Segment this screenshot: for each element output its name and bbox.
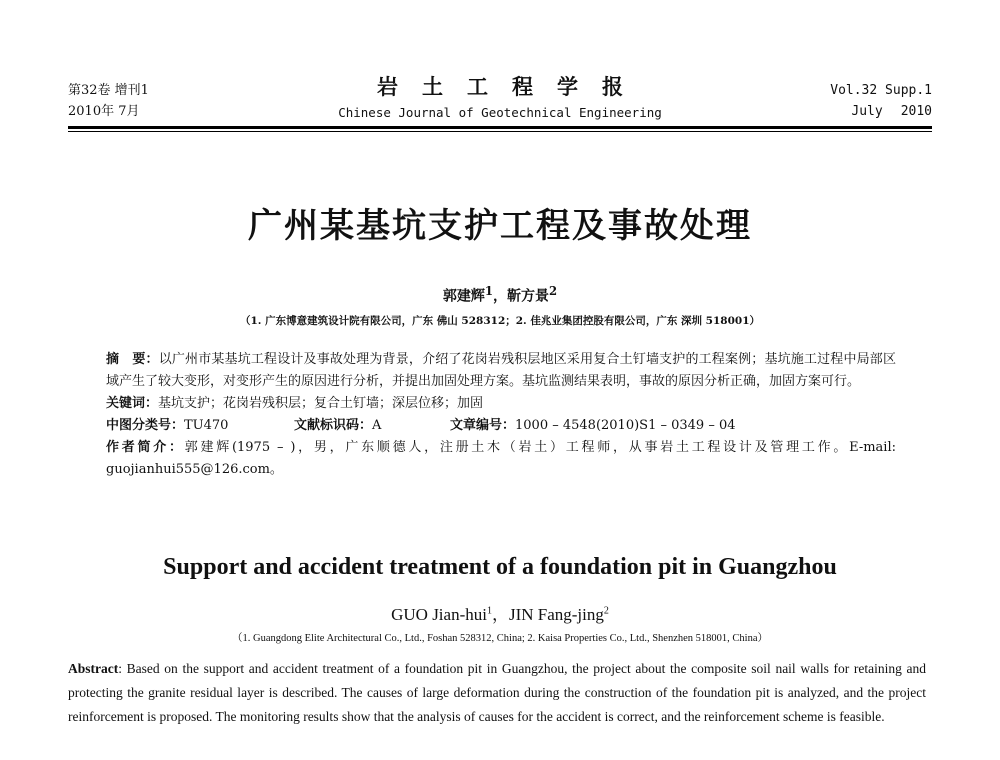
keywords-cn [106,393,896,415]
doc-label: 文献标识码： [294,418,373,433]
header-rule-thick [68,126,932,129]
author-name: 靳方景 [507,288,549,305]
document-code [294,415,450,437]
article-number [450,415,736,437]
volume-issue: 第32卷 增刊1 [68,83,149,98]
article-value: 1000 – 4548(2010)S1 – 0349 – 04 [515,418,736,433]
clc-number [106,415,294,437]
author-name-en: GUO Jian-hui [391,605,487,624]
doc-value: A [372,418,382,433]
journal-name-en: Chinese Journal of Geotechnical Engineering [338,105,662,120]
affiliations-en: （1. Guangdong Elite Architectural Co., Ltd., Foshan 528312, China; 2. Kaisa Properties Co., Ltd., Shenzhen 518001, China） [231,633,768,644]
abstract-label-cn: 摘 要： [106,352,159,367]
clc-label: 中图分类号： [106,418,185,433]
author-name-en: JIN Fang-jing [508,605,604,624]
keywords-text-cn: 基坑支护；花岗岩残积层；复合土钉墙；深层位移；加固 [158,396,484,411]
paper-title-cn: 广州某基坑支护工程及事故处理 [248,206,752,246]
abstract-text-cn: 以广州市某基坑工程设计及事故处理为背景，介绍了花岗岩残积层地区采用复合土钉墙支护的工程案例；基坑施工过程中局部区域产生了较大变形，对变形产生的原因进行分析，并提出加固处理方案。基坑监测结果表明，事故的原因分析正确，加固方案可行。 [106,352,896,389]
publication-date-en [712,101,932,122]
affiliation-marker: 1 [484,284,493,298]
abstract-text-en: : Based on the support and accident treatment of a foundation pit in Guangzhou, the project about the composite soil nail walls for retaining and protecting the granite residual layer is described. The causes of large deformation during the construction of the foundation pit is analyzed, and the project reinforcement is proposed. The monitoring results show that the analysis of causes for the accident is correct, and the reinforcement scheme is feasible. [68,661,926,724]
journal-volume-info [68,80,268,122]
journal-masthead [300,74,700,123]
affiliation-marker-en: 1 [486,605,492,617]
author-bio [106,437,896,481]
article-label: 文章编号： [450,418,516,433]
keywords-label-cn: 关键词： [106,396,159,411]
journal-volume-info-en [712,80,932,122]
volume-supp: Vol.32 Supp.1 [830,83,932,98]
classification-row [106,415,896,437]
author-separator-en: ， [491,605,509,624]
abstract-label-en: Abstract [68,661,119,676]
abstract-cn [106,349,896,393]
authors-en [0,600,1000,625]
paper-title-en: Support and accident treatment of a foundation pit in Guangzhou [163,554,837,580]
author-separator: ， [493,288,507,305]
header-rule-thin [68,131,932,132]
abstract-en [68,657,926,729]
publication-year: 2010 [900,104,932,119]
affiliations-cn: （1. 广东博意建筑设计院有限公司，广东 佛山 528312；2. 佳兆业集团控股有限公司，广东 深圳 518001） [239,315,761,327]
publication-month: July [851,104,883,119]
authors-cn [0,284,1000,306]
author-name: 郭建辉 [442,288,485,305]
abstract-block-cn [106,349,896,481]
journal-name-cn: 岩土工程学报 [377,74,647,99]
author-bio-label: 作者简介： [106,440,185,455]
affiliation-marker: 2 [549,284,558,298]
publication-date-cn: 2010年 7月 [68,104,140,119]
affiliation-marker-en: 2 [603,605,609,617]
author-bio-text: 郭建辉(1975 – )，男，广东顺德人，注册土木（岩土）工程师，从事岩土工程设计及管理工作。E-mail: guojianhui555@126.com。 [106,440,896,477]
clc-value: TU470 [184,418,229,433]
